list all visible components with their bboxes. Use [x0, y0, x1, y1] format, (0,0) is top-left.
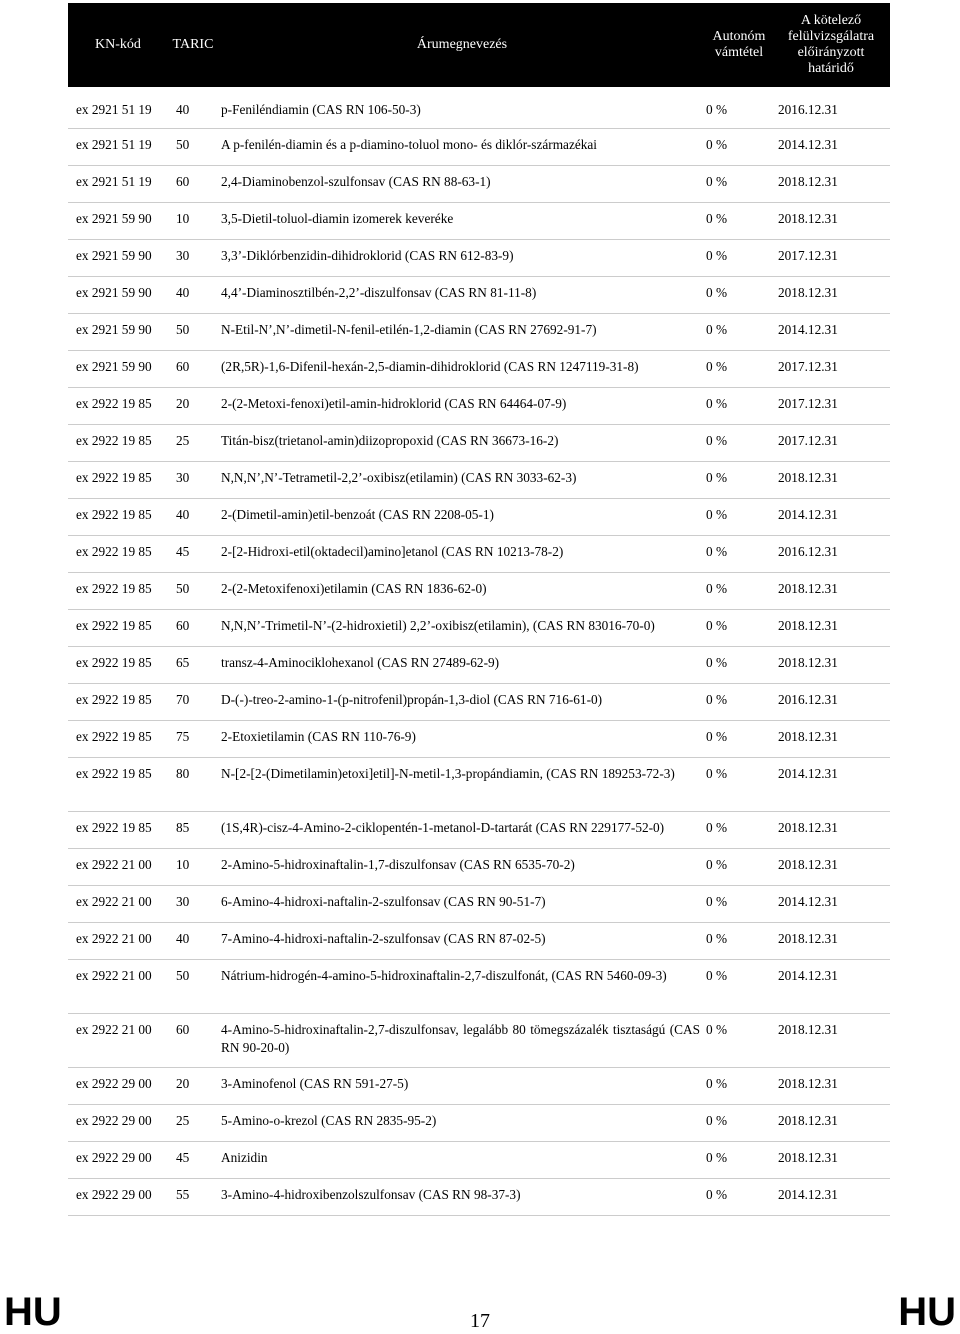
- duty-cell: 0 %: [706, 1178, 772, 1215]
- table-row: [68, 757, 890, 811]
- kn-code-cell: ex 2922 21 00: [68, 885, 168, 922]
- duty-cell: 0 %: [706, 128, 772, 165]
- duty-cell: 0 %: [706, 811, 772, 848]
- duty-cell: 0 %: [706, 1104, 772, 1141]
- description-cell: 4-Amino-5-hidroxinaftalin-2,7-diszulfonsav, legalább 80 tömegszázalék tisztaságú (CAS RN 90-20-0): [218, 1013, 706, 1067]
- description-cell: 3,5-Dietil-toluol-diamin izomerek keveréke: [218, 202, 706, 239]
- table-row: [68, 1141, 890, 1178]
- taric-cell: 85: [168, 811, 218, 848]
- taric-cell: 80: [168, 757, 218, 811]
- review-date-cell: 2018.12.31: [772, 165, 890, 202]
- duty-cell: 0 %: [706, 165, 772, 202]
- review-date-cell: 2014.12.31: [772, 885, 890, 922]
- description-cell: 6-Amino-4-hidroxi-naftalin-2-szulfonsav (CAS RN 90-51-7): [218, 885, 706, 922]
- kn-code-cell: ex 2922 21 00: [68, 1013, 168, 1067]
- kn-code-cell: ex 2922 29 00: [68, 1067, 168, 1104]
- table-row: [68, 313, 890, 350]
- kn-code-cell: ex 2922 19 85: [68, 572, 168, 609]
- kn-code-cell: ex 2922 19 85: [68, 646, 168, 683]
- kn-code-cell: ex 2921 59 90: [68, 239, 168, 276]
- description-cell: N-Etil-N’,N’-dimetil-N-fenil-etilén-1,2-diamin (CAS RN 27692-91-7): [218, 313, 706, 350]
- taric-cell: 50: [168, 313, 218, 350]
- table-row: [68, 922, 890, 959]
- review-date-cell: 2018.12.31: [772, 922, 890, 959]
- taric-cell: 25: [168, 424, 218, 461]
- taric-cell: 40: [168, 276, 218, 313]
- kn-code-cell: ex 2922 19 85: [68, 461, 168, 498]
- table-row: [68, 609, 890, 646]
- kn-code-cell: ex 2922 19 85: [68, 811, 168, 848]
- taric-cell: 40: [168, 922, 218, 959]
- kn-code-cell: ex 2921 51 19: [68, 165, 168, 202]
- review-date-cell: 2016.12.31: [772, 87, 890, 128]
- taric-cell: 20: [168, 387, 218, 424]
- kn-code-cell: ex 2921 59 90: [68, 350, 168, 387]
- table-row: [68, 535, 890, 572]
- description-cell: 5-Amino-o-krezol (CAS RN 2835-95-2): [218, 1104, 706, 1141]
- duty-cell: 0 %: [706, 646, 772, 683]
- description-cell: D-(-)-treo-2-amino-1-(p-nitrofenil)propán-1,3-diol (CAS RN 716-61-0): [218, 683, 706, 720]
- duty-cell: 0 %: [706, 757, 772, 811]
- review-date-cell: 2014.12.31: [772, 128, 890, 165]
- description-cell: Anizidin: [218, 1141, 706, 1178]
- table-row: [68, 885, 890, 922]
- description-cell: 2-Etoxietilamin (CAS RN 110-76-9): [218, 720, 706, 757]
- description-cell: Titán-bisz(trietanol-amin)diizopropoxid (CAS RN 36673-16-2): [218, 424, 706, 461]
- table-row: [68, 959, 890, 1013]
- kn-code-cell: ex 2922 29 00: [68, 1104, 168, 1141]
- description-cell: (2R,5R)-1,6-Difenil-hexán-2,5-diamin-dihidroklorid (CAS RN 1247119-31-8): [218, 350, 706, 387]
- taric-cell: 70: [168, 683, 218, 720]
- table-row: [68, 848, 890, 885]
- table-row: [68, 811, 890, 848]
- table-row: [68, 128, 890, 165]
- description-cell: 2-(2-Metoxi-fenoxi)etil-amin-hidroklorid (CAS RN 64464-07-9): [218, 387, 706, 424]
- description-cell: 2-(2-Metoxifenoxi)etilamin (CAS RN 1836-62-0): [218, 572, 706, 609]
- table-row: [68, 87, 890, 128]
- country-code-left: HU: [4, 1290, 62, 1334]
- table-row: [68, 350, 890, 387]
- page-number: 17: [470, 1310, 490, 1332]
- review-date-cell: 2014.12.31: [772, 959, 890, 1013]
- table-row: [68, 1013, 890, 1067]
- review-date-cell: 2017.12.31: [772, 387, 890, 424]
- kn-code-cell: ex 2922 19 85: [68, 498, 168, 535]
- duty-cell: 0 %: [706, 848, 772, 885]
- duty-cell: 0 %: [706, 535, 772, 572]
- duty-cell: 0 %: [706, 683, 772, 720]
- duty-cell: 0 %: [706, 572, 772, 609]
- review-date-cell: 2018.12.31: [772, 572, 890, 609]
- table-row: [68, 683, 890, 720]
- review-date-cell: 2018.12.31: [772, 202, 890, 239]
- description-cell: 3,3’-Diklórbenzidin-dihidroklorid (CAS RN 612-83-9): [218, 239, 706, 276]
- review-date-cell: 2018.12.31: [772, 1104, 890, 1141]
- header-taric: TARIC: [168, 3, 218, 87]
- table-row: [68, 572, 890, 609]
- description-cell: N,N,N’,N’-Tetrametil-2,2’-oxibisz(etilamin) (CAS RN 3033-62-3): [218, 461, 706, 498]
- review-date-cell: 2018.12.31: [772, 276, 890, 313]
- taric-cell: 55: [168, 1178, 218, 1215]
- review-date-cell: 2018.12.31: [772, 1067, 890, 1104]
- country-code-right: HU: [898, 1290, 956, 1334]
- header-description: Árumegnevezés: [218, 3, 706, 87]
- duty-cell: 0 %: [706, 498, 772, 535]
- duty-cell: 0 %: [706, 1013, 772, 1067]
- description-cell: A p-fenilén-diamin és a p-diamino-toluol mono- és diklór-származékai: [218, 128, 706, 165]
- review-date-cell: 2017.12.31: [772, 350, 890, 387]
- table-row: [68, 720, 890, 757]
- table-row: [68, 1067, 890, 1104]
- kn-code-cell: ex 2922 21 00: [68, 959, 168, 1013]
- duty-cell: 0 %: [706, 922, 772, 959]
- review-date-cell: 2014.12.31: [772, 498, 890, 535]
- description-cell: 2-Amino-5-hidroxinaftalin-1,7-diszulfonsav (CAS RN 6535-70-2): [218, 848, 706, 885]
- kn-code-cell: ex 2922 29 00: [68, 1141, 168, 1178]
- review-date-cell: 2018.12.31: [772, 1013, 890, 1067]
- description-cell: N,N,N’-Trimetil-N’-(2-hidroxietil) 2,2’-oxibisz(etilamin), (CAS RN 83016-70-0): [218, 609, 706, 646]
- duty-cell: 0 %: [706, 720, 772, 757]
- duty-cell: 0 %: [706, 424, 772, 461]
- description-cell: 7-Amino-4-hidroxi-naftalin-2-szulfonsav (CAS RN 87-02-5): [218, 922, 706, 959]
- table-row: [68, 646, 890, 683]
- review-date-cell: 2018.12.31: [772, 646, 890, 683]
- taric-cell: 50: [168, 128, 218, 165]
- taric-cell: 10: [168, 202, 218, 239]
- table-row: [68, 387, 890, 424]
- table-row: [68, 165, 890, 202]
- table-header-row: [68, 3, 890, 87]
- taric-cell: 25: [168, 1104, 218, 1141]
- review-date-cell: 2017.12.31: [772, 239, 890, 276]
- kn-code-cell: ex 2922 19 85: [68, 387, 168, 424]
- description-cell: transz-4-Aminociklohexanol (CAS RN 27489-62-9): [218, 646, 706, 683]
- description-cell: 3-Amino-4-hidroxibenzolszulfonsav (CAS RN 98-37-3): [218, 1178, 706, 1215]
- review-date-cell: 2016.12.31: [772, 683, 890, 720]
- table-body: [68, 87, 890, 1215]
- review-date-cell: 2017.12.31: [772, 424, 890, 461]
- kn-code-cell: ex 2922 29 00: [68, 1178, 168, 1215]
- kn-code-cell: ex 2921 51 19: [68, 87, 168, 128]
- review-date-cell: 2016.12.31: [772, 535, 890, 572]
- table-row: [68, 239, 890, 276]
- description-cell: 2-[2-Hidroxi-etil(oktadecil)amino]etanol (CAS RN 10213-78-2): [218, 535, 706, 572]
- duty-cell: 0 %: [706, 885, 772, 922]
- duty-cell: 0 %: [706, 1067, 772, 1104]
- duty-cell: 0 %: [706, 239, 772, 276]
- description-cell: N-[2-[2-(Dimetilamin)etoxi]etil]-N-metil-1,3-propándiamin, (CAS RN 189253-72-3): [218, 757, 706, 811]
- taric-cell: 50: [168, 959, 218, 1013]
- description-cell: 2,4-Diaminobenzol-szulfonsav (CAS RN 88-63-1): [218, 165, 706, 202]
- description-cell: 4,4’-Diaminosztilbén-2,2’-diszulfonsav (CAS RN 81-11-8): [218, 276, 706, 313]
- table-row: [68, 202, 890, 239]
- kn-code-cell: ex 2922 19 85: [68, 609, 168, 646]
- kn-code-cell: ex 2922 19 85: [68, 720, 168, 757]
- review-date-cell: 2018.12.31: [772, 811, 890, 848]
- duty-cell: 0 %: [706, 276, 772, 313]
- duty-cell: 0 %: [706, 959, 772, 1013]
- table-row: [68, 424, 890, 461]
- description-cell: (1S,4R)-cisz-4-Amino-2-ciklopentén-1-metanol-D-tartarát (CAS RN 229177-52-0): [218, 811, 706, 848]
- taric-cell: 45: [168, 535, 218, 572]
- description-cell: Nátrium-hidrogén-4-amino-5-hidroxinaftalin-2,7-diszulfonát, (CAS RN 5460-09-3): [218, 959, 706, 1013]
- taric-cell: 30: [168, 239, 218, 276]
- header-kn-code: KN-kód: [68, 3, 168, 87]
- taric-cell: 45: [168, 1141, 218, 1178]
- taric-cell: 75: [168, 720, 218, 757]
- review-date-cell: 2014.12.31: [772, 757, 890, 811]
- kn-code-cell: ex 2922 21 00: [68, 922, 168, 959]
- kn-code-cell: ex 2921 59 90: [68, 313, 168, 350]
- kn-code-cell: ex 2922 19 85: [68, 683, 168, 720]
- description-cell: p-Feniléndiamin (CAS RN 106-50-3): [218, 87, 706, 128]
- taric-cell: 60: [168, 1013, 218, 1067]
- description-cell: 3-Aminofenol (CAS RN 591-27-5): [218, 1067, 706, 1104]
- taric-cell: 40: [168, 87, 218, 128]
- review-date-cell: 2018.12.31: [772, 1141, 890, 1178]
- review-date-cell: 2018.12.31: [772, 848, 890, 885]
- taric-cell: 60: [168, 350, 218, 387]
- taric-cell: 50: [168, 572, 218, 609]
- taric-cell: 60: [168, 609, 218, 646]
- duty-cell: 0 %: [706, 202, 772, 239]
- table-row: [68, 1178, 890, 1215]
- duty-cell: 0 %: [706, 1141, 772, 1178]
- header-review-date: A kötelező felülvizsgálatra előirányzott határidő: [772, 3, 890, 87]
- taric-cell: 40: [168, 498, 218, 535]
- kn-code-cell: ex 2922 19 85: [68, 535, 168, 572]
- duty-cell: 0 %: [706, 461, 772, 498]
- duty-cell: 0 %: [706, 609, 772, 646]
- kn-code-cell: ex 2921 51 19: [68, 128, 168, 165]
- taric-cell: 10: [168, 848, 218, 885]
- duty-cell: 0 %: [706, 387, 772, 424]
- review-date-cell: 2014.12.31: [772, 1178, 890, 1215]
- kn-code-cell: ex 2922 21 00: [68, 848, 168, 885]
- review-date-cell: 2018.12.31: [772, 461, 890, 498]
- review-date-cell: 2018.12.31: [772, 609, 890, 646]
- kn-code-cell: ex 2922 19 85: [68, 757, 168, 811]
- taric-cell: 60: [168, 165, 218, 202]
- review-date-cell: 2018.12.31: [772, 720, 890, 757]
- taric-cell: 30: [168, 461, 218, 498]
- taric-cell: 20: [168, 1067, 218, 1104]
- duty-cell: 0 %: [706, 313, 772, 350]
- taric-cell: 30: [168, 885, 218, 922]
- taric-cell: 65: [168, 646, 218, 683]
- table-row: [68, 498, 890, 535]
- kn-code-cell: ex 2922 19 85: [68, 424, 168, 461]
- duty-cell: 0 %: [706, 350, 772, 387]
- duty-cell: 0 %: [706, 87, 772, 128]
- review-date-cell: 2014.12.31: [772, 313, 890, 350]
- header-duty: Autonóm vámtétel: [706, 3, 772, 87]
- kn-code-cell: ex 2921 59 90: [68, 276, 168, 313]
- table-row: [68, 461, 890, 498]
- table-row: [68, 276, 890, 313]
- table-row: [68, 1104, 890, 1141]
- tariff-table: [68, 3, 890, 1216]
- kn-code-cell: ex 2921 59 90: [68, 202, 168, 239]
- description-cell: 2-(Dimetil-amin)etil-benzoát (CAS RN 2208-05-1): [218, 498, 706, 535]
